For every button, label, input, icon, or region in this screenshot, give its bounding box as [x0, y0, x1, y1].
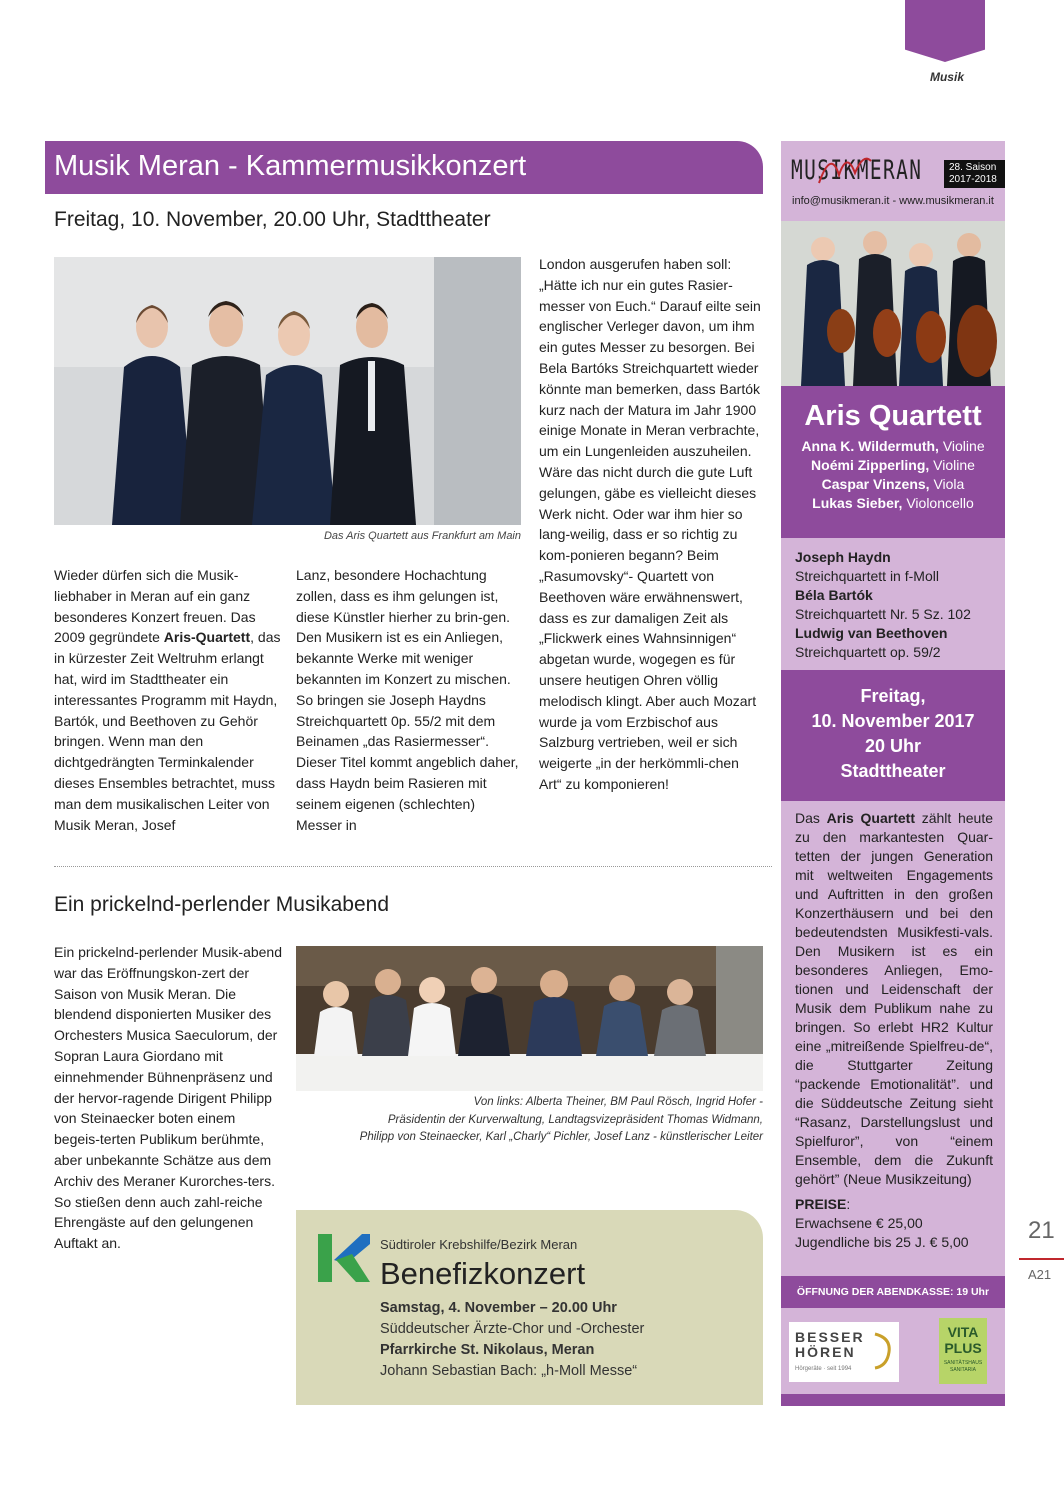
sidebar-header	[781, 141, 1005, 221]
quartet-photo	[54, 257, 521, 525]
member-item: Noémi Zipperling, Violine	[811, 457, 975, 473]
article-subheader: Freitag, 10. November, 20.00 Uhr, Stadttheater	[54, 208, 491, 231]
sidebar-footer-bar	[781, 1394, 1005, 1406]
ad-details: Samstag, 4. November – 20.00 Uhr Süddeutscher Ärzte-Chor und -Orchester Pfarrkirche St. Nikolaus, Meran Johann Sebastian Bach: „h-Moll Messe“	[380, 1300, 645, 1379]
box-office-note: ÖFFNUNG DER ABENDKASSE: 19 Uhr	[781, 1276, 1005, 1308]
second-article-text: Ein prickelnd-perlender Musik-abend war das Eröffnungskon-zert der Saison von Musik Meran. Die blendend disponierten Musiker des Orchesters Musica Saeculorum, der Sopran Laura Giordano mit einnehmender Bühnenpräsenz und der hervor-ragende Dirigent Philipp von Steinaecker boten einem begeis-terten Publikum berühmte, aber unbekannte Schätze aus dem Archiv des Meraner Kurorches-ters. So stießen denn auch zahl-reiche Ehrengäste auf den gelungenen Auftakt an.	[54, 944, 283, 1252]
page-number-rule	[1019, 1258, 1064, 1260]
logo-scrawl-icon	[817, 147, 873, 187]
concert-program: Joseph Haydn Streichquartett in f-Moll Béla Bartók Streichquartett Nr. 5 Sz. 102 Ludwig van Beethoven Streichquartett op. 59/2	[781, 538, 1005, 670]
sponsor-logos	[781, 1308, 1005, 1394]
guests-photo-caption: Von links: Alberta Theiner, BM Paul Rösch, Ingrid Hofer - Präsidentin der Kurverwaltung, Landtagsvizepräsident Thomas Widmann, Philipp von Steinaecker, Karl „Charly“ Pichler, Josef Lanz - künstlerischer Leiter	[359, 1096, 763, 1143]
guests-photo	[296, 946, 763, 1091]
section-divider	[54, 866, 772, 867]
contact-line: info@musikmeran.it - www.musikmeran.it	[792, 195, 994, 207]
page-reference: A21	[1028, 1267, 1052, 1282]
ad-title: Benefizkonzert	[380, 1256, 586, 1291]
member-item: Anna K. Wildermuth, Violine	[801, 438, 985, 454]
section-tab	[905, 0, 985, 62]
article-title: Musik Meran - Kammermusikkonzert	[45, 141, 763, 194]
concert-date-box: Freitag, 10. November 2017 20 Uhr Stadttheater	[781, 670, 1005, 801]
member-item: Caspar Vinzens, Viola	[821, 476, 965, 492]
second-article-title: Ein prickelnd-perlender Musikabend	[54, 893, 390, 916]
article-column-1: Wieder dürfen sich die Musik-liebhaber in Meran auf ein ganz besonderes Konzert freuen. Das 2009 gegründete Aris-Quartett, das in kürzester Zeit Weltruhm erlangt hat, wird im Stadttheater ein interessantes Programm mit Haydn, Bartók, und Beethoven zu Gehör bringen. Wenn man den dichtgedrängten Terminkalender dieses Ensembles betrachtet, muss man dem musikalischen Leiter von Musik Meran, Josef	[54, 567, 281, 833]
members-list	[781, 437, 1005, 513]
quartet-members-box	[781, 386, 1005, 538]
besser-hoeren-logo: BESSER HÖREN Hörgeräte · seit 1994	[789, 1322, 899, 1382]
page-number: 21	[1028, 1217, 1055, 1244]
quartet-title: Aris Quartett	[804, 400, 982, 432]
ear-icon	[871, 1330, 893, 1372]
member-item: Lukas Sieber, Violoncello	[812, 495, 974, 511]
ad-organization: Südtiroler Krebshilfe/Bezirk Meran	[380, 1237, 578, 1252]
prices: PREISE: Erwachsene € 25,00 Jugendliche bis 25 J. € 5,00	[795, 1196, 969, 1250]
krebshilfe-logo	[316, 1230, 372, 1286]
vitaplus-logo: VITA PLUS SANITÄTSHAUS SANITARIA	[939, 1318, 987, 1384]
photo-caption: Das Aris Quartett aus Frankfurt am Main	[323, 530, 521, 542]
section-label: Musik	[929, 70, 964, 84]
article-column-3: London ausgerufen haben soll: „Hätte ich nur ein gutes Rasier-messer von Euch.“ Darauf eilte sein englischer Verleger davon, um ihm ein gutes Messer zu besorgen. Bei Bela Bartóks Streichquartett wieder könnte man bemerken, dass Bartók kurz nach der Matura im Jahr 1900 einige Monate in Meran verbrachte, um ein Lungenleiden auszuheilen. Wäre das nicht durch die gute Luft gelungen, gäbe es vielleicht dieses Werk nicht. Oder war ihm hier so lang-weilig, dass er so richtig zu kom-ponieren begann? Beim „Rasumovsky“- Quartett von Beethoven wäre erwähnenswert, dass es zur damaligen Zeit als „Flickwerk eines Wahnsinnigen“ abgetan wurde, wogegen es für unsere heutigen Ohren völlig melodisch klingt. Aber auch Mozart wurde ja vom Erzbischof aus Salzburg vertrieben, weil er sich weigerte „in der herkömmli-chen Art“ zu komponieren!	[539, 256, 761, 792]
musikmeran-logo: MUSIKMERAN	[791, 155, 923, 186]
benefit-concert-ad	[296, 1210, 763, 1405]
quartet-instruments-photo	[781, 221, 1005, 386]
season-badge: 28. Saison 2017-2018	[944, 160, 1005, 188]
article-column-2: Lanz, besondere Hochachtung zollen, dass es ihm gelungen ist, diese Künstler hierher zu brin-gen. Den Musikern ist es ein Anliegen, bekannte Werke mit weniger bekannten im Konzert zu mischen. So bringen sie Joseph Haydns Streichquartett 0p. 55/2 mit dem Beinamen „das Rasiermesser“. Dieser Titel kommt angeblich daher, dass Haydn beim Rasieren mit seinem eigenen (schlechten) Messer in	[296, 567, 519, 833]
quartet-description: Das Aris Quartett zählt heute zu den markantesten Quar-tetten der jungen Generation mit weltweiten Engagements und Auftritten in den großen Konzerthäusern und bei den bedeutendsten Musikfesti-vals. Den Musikern ist es ein besonderes Anliegen, Emo-tionen und Leidenschaft der Musik dem Publikum nahe zu bringen. So erlebt HR2 Kultur eine „mitreißende Spielfreu-de“, die Stuttgarter Zeitung “packende Emotionalität”. und die Süddeutsche Zeitung sieht “Rasanz, Darstellungslust und Spielfuror”, von “einem Ensemble, dem die Zukunft gehört” (Neue Musikzeitung)	[781, 801, 1005, 1276]
